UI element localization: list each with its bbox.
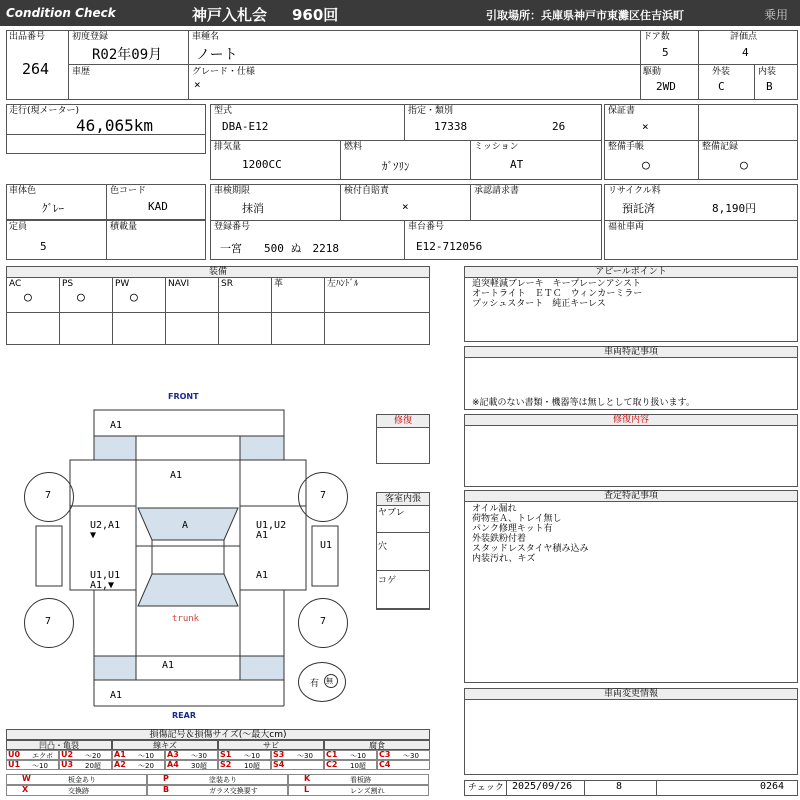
interior-divider — [376, 608, 430, 609]
equipment-divider — [324, 277, 325, 345]
front-bumper — [94, 410, 284, 436]
code-tire-fr: 7 — [320, 490, 327, 501]
class-label: 指定・類別 — [408, 106, 454, 116]
special-title: 車両特記事項 — [603, 347, 658, 357]
legend-code: K — [304, 774, 311, 783]
left-mirror — [36, 526, 62, 586]
appeal-line: プッシュスタート 純正キーレス — [472, 299, 606, 309]
legend-text: エクボ — [32, 752, 53, 760]
equipment-value-2: ○ — [130, 290, 138, 305]
legend-code: S3 — [273, 750, 285, 759]
equipment-label-6: 左ﾊﾝﾄﾞﾙ — [327, 279, 359, 289]
assessment-line: 外装鉄粉付着 — [472, 534, 527, 544]
code-tire-rr: 7 — [320, 616, 327, 627]
legend-code: S1 — [220, 750, 232, 759]
rear-label: REAR — [172, 711, 196, 720]
code-tire-rl: 7 — [45, 616, 52, 627]
legend-code: B — [163, 785, 170, 794]
info-block-top — [6, 30, 798, 100]
fuel-label: 燃料 — [344, 142, 363, 152]
lot-label: 出品番号 — [9, 32, 46, 42]
interior-title: 客室内張 — [384, 494, 421, 504]
maintenance-book-label: 整備手帳 — [608, 142, 645, 152]
legend-group: 線キズ — [112, 740, 218, 750]
legend-code: A1 — [114, 750, 126, 759]
check-label: チェック — [468, 783, 504, 793]
trunk-label: trunk — [172, 614, 200, 624]
right-headlight — [240, 436, 284, 460]
body-color: ｸﾞﾚｰ — [42, 202, 64, 215]
code-right-front-sub: A1 — [256, 530, 269, 541]
legend-text: 交換跡 — [68, 787, 89, 795]
load-label: 積載量 — [110, 222, 138, 232]
equipment-label-5: 革 — [274, 279, 284, 289]
legend-code: C4 — [379, 760, 391, 769]
repair-title: 修復内容 — [612, 415, 649, 425]
interior-item: ヤブレ — [378, 508, 405, 518]
equipment-value-1: ○ — [77, 290, 85, 305]
legend-text: 〜30 — [191, 752, 207, 760]
code-bottom-a1: A1 — [110, 690, 123, 701]
changes-box — [464, 699, 798, 775]
check-num: 8 — [616, 781, 623, 792]
code-left-rear-door: U1,U1 — [90, 570, 121, 581]
ext-label: 外装 — [712, 67, 731, 77]
color-code: KAD — [148, 200, 168, 213]
legend-text: 〜30 — [403, 752, 419, 760]
insurance-label: 検付自賠責 — [344, 186, 390, 196]
grade-label: グレード・仕様 — [192, 67, 256, 77]
legend-code: S2 — [220, 760, 232, 769]
displacement: 1200CC — [242, 158, 282, 171]
legend-code: U1 — [8, 760, 21, 769]
drive-label: 駆動 — [643, 67, 662, 77]
inspection-expiry-label: 車検期限 — [214, 186, 251, 196]
legend-text: 〜30 — [297, 752, 313, 760]
equipment-divider — [112, 277, 113, 345]
body-color-label: 車体色 — [9, 186, 37, 196]
maintenance-record: ○ — [740, 158, 748, 173]
legend-text: 10超 — [350, 762, 366, 770]
legend-text: 〜10 — [32, 762, 48, 770]
doors-label: ドア数 — [643, 32, 670, 42]
repair-box — [464, 425, 798, 487]
drive: 2WD — [656, 80, 676, 93]
code-left-front-door: U2,A1 — [90, 520, 121, 531]
score-label: 評価点 — [730, 32, 758, 42]
assessment-line: スタッドレスタイヤ積み込み — [472, 544, 589, 554]
code-hood-a1: A1 — [170, 470, 183, 481]
equipment-value-0: ○ — [24, 290, 32, 305]
interior-divider — [376, 570, 430, 571]
left-headlight — [94, 436, 136, 460]
spare-tire — [298, 662, 346, 702]
legend-text: 〜10 — [350, 752, 366, 760]
legend-group: サビ — [218, 740, 324, 750]
warranty: × — [642, 120, 649, 133]
code-right-side: U1 — [320, 540, 333, 551]
legend-code: A2 — [114, 760, 126, 769]
mission-label: ミッション — [474, 142, 519, 152]
equipment-divider — [218, 277, 219, 345]
chassis-number: E12-712056 — [416, 240, 483, 253]
legend-text: 〜20 — [138, 762, 154, 770]
legend-text: 板金あり — [68, 776, 96, 784]
changes-title: 車両変更情報 — [603, 689, 658, 699]
right-taillight — [240, 656, 284, 680]
car-name: ノート — [196, 47, 238, 63]
repair-side-header — [376, 414, 430, 428]
interior-header — [376, 492, 430, 506]
int-label: 内装 — [758, 67, 777, 77]
equipment-label-0: AC — [9, 279, 22, 289]
code-roof-a: A — [182, 520, 189, 531]
model: DBA-E12 — [222, 120, 269, 133]
approval-label: 承認請求書 — [474, 186, 520, 196]
legend-title: 損傷記号＆損傷サイズ(〜最大cm) — [149, 730, 287, 740]
legend-group: 腐食 — [324, 740, 430, 750]
legend-text: ガラス交換要す — [209, 787, 258, 795]
front-label: FRONT — [168, 392, 199, 401]
score: 4 — [742, 46, 749, 59]
assessment-line: 荷物室Ａ、トレイ無し — [472, 514, 562, 524]
capacity: 5 — [40, 240, 47, 253]
color-code-label: 色コード — [110, 186, 147, 196]
special-note: ※記載のない書類・機器等は無しとして取り扱います。 — [472, 398, 695, 408]
fuel: ｶﾞｿﾘﾝ — [382, 160, 410, 173]
check-code: 0264 — [760, 781, 785, 792]
rear-window — [138, 574, 238, 606]
mission: AT — [510, 158, 524, 171]
legend-text: 30超 — [191, 762, 207, 770]
chassis-label: 車台番号 — [408, 222, 445, 232]
legend-text: 看板跡 — [350, 776, 371, 784]
mileage: 46,065km — [76, 116, 154, 135]
legend-code: W — [22, 774, 31, 783]
legend-header — [6, 729, 430, 740]
assessment-title: 査定特記事項 — [603, 491, 658, 501]
legend-text: 塗装あり — [209, 776, 237, 784]
legend-code: U0 — [8, 750, 21, 759]
assessment-line: パンク修理キット有 — [472, 524, 553, 534]
legend-text: 20超 — [85, 762, 101, 770]
plate-number: 一宮 500 ぬ 2218 — [220, 242, 339, 255]
code-trunk-a1: A1 — [162, 660, 175, 671]
legend-text: レンズ割れ — [350, 787, 385, 795]
code-right-front-door: U1,U2 — [256, 520, 287, 531]
equipment-title: 装備 — [208, 267, 227, 277]
equipment-divider — [271, 277, 272, 345]
check-date: 2025/09/26 — [512, 781, 573, 792]
equipment-label-1: PS — [62, 279, 74, 289]
legend-code: S4 — [273, 760, 285, 769]
recycle-amount: 8,190円 — [712, 202, 757, 215]
legend-code: U3 — [61, 760, 74, 769]
history-label: 車歴 — [72, 67, 91, 77]
assessment-line: 内装汚れ、キズ — [472, 554, 536, 564]
assessment-line: オイル漏れ — [472, 504, 517, 514]
ext-grade: C — [718, 80, 725, 93]
plate-label: 登録番号 — [214, 222, 251, 232]
recycle-label: リサイクル料 — [608, 186, 661, 196]
int-grade: B — [766, 80, 773, 93]
spare-none-label: 無 — [326, 677, 333, 685]
code-tire-fl: 7 — [45, 490, 52, 501]
equipment-label-2: PW — [115, 279, 130, 289]
spare-has-label: 有 — [310, 679, 320, 689]
equipment-label-3: NAVI — [168, 279, 190, 289]
pickup-location: 引取場所：兵庫県神戸市東灘区住吉浜町 — [486, 9, 684, 22]
appeal-line: オートライト ＥＴＣ ウィンカーミラー — [472, 289, 643, 299]
header-left-title: Condition Check — [6, 6, 116, 20]
auction-title: 神戸入札会 — [192, 6, 268, 24]
code-right-rear-door: A1 — [256, 570, 269, 581]
legend-text: 〜10 — [244, 752, 260, 760]
equipment-label-4: SR — [221, 279, 233, 289]
code-top-a1: A1 — [110, 420, 123, 431]
capacity-label: 定員 — [9, 222, 28, 232]
warranty-label: 保証書 — [608, 106, 636, 116]
model-label: 型式 — [214, 106, 233, 116]
legend-code: U2 — [61, 750, 74, 759]
inspection-expiry: 抹消 — [242, 202, 264, 215]
auction-number: 960回 — [292, 6, 339, 24]
doors: 5 — [662, 46, 669, 59]
grade: × — [194, 78, 201, 91]
appeal-title: アピールポイント — [595, 267, 667, 277]
vehicle-type: 乗用 — [764, 8, 789, 22]
right-mirror — [312, 526, 338, 586]
legend-code: P — [163, 774, 169, 783]
displacement-label: 排気量 — [214, 142, 242, 152]
interior-divider — [376, 532, 430, 533]
lot-number: 264 — [22, 60, 50, 78]
legend-code: L — [304, 785, 310, 794]
class-number-1: 17338 — [434, 120, 468, 133]
legend-code: X — [22, 785, 29, 794]
appeal-line: 追突軽減ブレーキ キープレーンアシスト — [472, 279, 642, 289]
first-registration: R02年09月 — [92, 47, 163, 63]
equipment-divider — [59, 277, 60, 345]
legend-text: 〜20 — [85, 752, 101, 760]
insurance: × — [402, 200, 409, 213]
car-name-label: 車種名 — [192, 32, 220, 42]
capacity-block — [6, 220, 206, 260]
code-left-front-sub: ▼ — [90, 530, 97, 541]
maintenance-book: ○ — [642, 158, 650, 173]
recycle-status: 預託済 — [622, 202, 655, 215]
legend-group: 凹凸・亀裂 — [6, 740, 112, 750]
equipment-divider — [165, 277, 166, 345]
legend-code: C1 — [326, 750, 338, 759]
legend-text: 〜10 — [138, 752, 154, 760]
class-number-2: 26 — [552, 120, 566, 133]
legend-code: C2 — [326, 760, 338, 769]
legend-code: A4 — [167, 760, 179, 769]
mileage-label: 走行(現メーター) — [9, 106, 80, 116]
legend-code: A3 — [167, 750, 179, 759]
legend-text: 10超 — [244, 762, 260, 770]
repair-side-label: 修復 — [393, 416, 412, 426]
legend-code: C3 — [379, 750, 391, 759]
welfare-label: 福祉車両 — [608, 222, 645, 232]
interior-item: 穴 — [378, 542, 388, 552]
maintenance-record-label: 整備記録 — [702, 142, 739, 152]
first-reg-label: 初度登録 — [72, 32, 109, 42]
interior-item: コゲ — [378, 576, 397, 586]
roof-panel — [152, 540, 224, 574]
code-left-rear-sub: A1,▼ — [90, 580, 115, 591]
left-taillight — [94, 656, 136, 680]
